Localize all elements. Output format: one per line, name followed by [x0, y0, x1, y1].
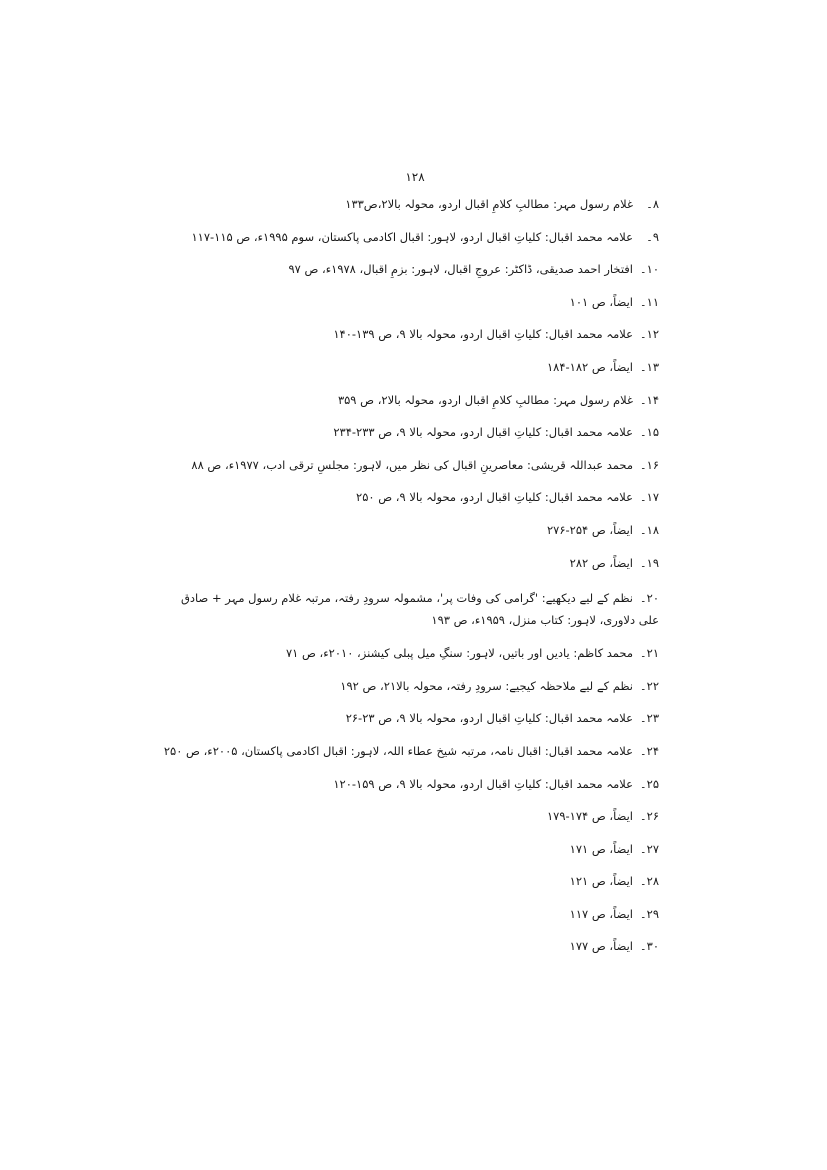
- endnote-item: [139, 678, 659, 694]
- endnote-item: [139, 906, 659, 922]
- endnote-item: [139, 326, 659, 342]
- endnote-text: علامہ محمد اقبال: کلیاتِ اقبال اردو، محولہ بالا ۹، ص ۲۳۳-۲۳۴: [333, 425, 633, 440]
- endnote-text: نظم کے لیے ملاحظہ کیجیے: سرودِ رفتہ، محولہ بالا۲۱، ص ۱۹۲: [340, 678, 633, 693]
- endnote-text: ایضاً، ص ۲۵۴-۲۷۶: [546, 522, 633, 537]
- endnote-number: ۸۔: [646, 197, 659, 211]
- endnote-text: علامہ محمد اقبال: کلیاتِ اقبال اردو، محولہ بالا ۹، ص ۲۳-۲۶: [345, 711, 633, 726]
- endnote-number: ۲۲۔: [639, 678, 659, 693]
- endnote-number: ۲۷۔: [639, 841, 659, 856]
- endnote-item: [139, 710, 659, 726]
- endnote-text: محمد کاظم: یادیں اور باتیں، لاہور: سنگِ میل پبلی کیشنز، ۲۰۱۰ء، ص ۷۱: [285, 646, 633, 661]
- endnotes-list: [139, 196, 659, 971]
- endnote-item: [139, 359, 659, 375]
- endnote-number: ۱۹۔: [639, 555, 659, 570]
- endnote-text: علامہ محمد اقبال: اقبال نامہ، مرتبہ شیخ عطاء اللہ، لاہور: اقبال اکادمی پاکستان، ۲۰۰۵ء، ص ۲۵۰: [163, 743, 633, 758]
- endnote-text: افتخار احمد صدیقی، ڈاکٹر: عروجِ اقبال، لاہور: بزمِ اقبال، ۱۹۷۸ء، ص ۹۷: [288, 262, 633, 277]
- endnote-number: ۱۷۔: [639, 490, 659, 505]
- endnote-item: [139, 841, 659, 857]
- endnote-item: [139, 294, 659, 310]
- endnote-item: [139, 808, 659, 824]
- endnote-text: ایضاً، ص ۱۸۲-۱۸۴: [546, 359, 633, 374]
- endnote-text: ایضاً، ص ۱۲۱: [569, 874, 633, 889]
- endnote-number: ۳۰۔: [639, 939, 659, 954]
- endnote-item: [139, 522, 659, 538]
- endnote-text: علامہ محمد اقبال: کلیاتِ اقبال اردو، محولہ بالا ۹، ص ۱۵۹-۱۲۰: [333, 776, 633, 791]
- endnote-text: علامہ محمد اقبال: کلیاتِ اقبال اردو، محولہ بالا ۹، ص ۱۳۹-۱۴۰: [333, 327, 633, 342]
- endnote-item: [139, 229, 659, 245]
- endnote-item: [139, 938, 659, 954]
- endnote-number: ۱۸۔: [639, 522, 659, 537]
- endnote-item: [139, 392, 659, 408]
- endnote-text: علامہ محمد اقبال: کلیاتِ اقبال اردو، محولہ بالا ۹، ص ۲۵۰: [356, 490, 633, 505]
- endnote-item: [139, 743, 659, 759]
- endnote-text: محمد عبداللہ قریشی: معاصرینِ اقبال کی نظر میں، لاہور: مجلسِ ترقی ادب، ۱۹۷۷ء، ص ۸۸: [191, 457, 633, 472]
- endnote-number: ۲۰۔: [639, 591, 659, 606]
- endnote-item: [139, 196, 659, 212]
- endnote-item: [139, 873, 659, 889]
- endnote-number: ۱۰۔: [639, 262, 659, 277]
- endnote-text: علامہ محمد اقبال: کلیاتِ اقبال اردو، لاہور: اقبال اکادمی پاکستان، سوم ۱۹۹۵ء، ص ۱۱۵-۱۱۷: [191, 229, 633, 244]
- endnote-text: ایضاً، ص ۱۷۱: [569, 841, 633, 856]
- endnote-item: [139, 261, 659, 277]
- endnote-text: ایضاً، ص ۱۰۱: [569, 294, 633, 309]
- endnote-number: ۲۸۔: [639, 874, 659, 889]
- endnote-item: [139, 489, 659, 505]
- endnote-number: ۲۴۔: [639, 743, 659, 758]
- endnote-text: غلام رسول مہر: مطالبِ کلامِ اقبال اردو، محولہ بالا۲، ص ۳۵۹: [337, 392, 633, 407]
- endnote-text: غلام رسول مہر: مطالبِ کلامِ اقبال اردو، محولہ بالا۲،ص۱۳۳: [345, 197, 633, 211]
- endnote-number: ۱۱۔: [639, 294, 659, 309]
- endnote-number: ۲۳۔: [639, 711, 659, 726]
- endnote-number: ۲۵۔: [639, 776, 659, 791]
- endnote-number: ۱۴۔: [639, 392, 659, 407]
- endnote-number: ۱۵۔: [639, 425, 659, 440]
- endnote-text: نظم کے لیے دیکھیے: 'گرامی کی وفات پر'، مشمولہ سرودِ رفتہ، مرتبہ غلام رسول مہر + صادق علی دلاوری، لاہور: کتاب منزل، ۱۹۵۹ء، ص ۱۹۳: [180, 591, 659, 628]
- endnote-text: ایضاً، ص ۱۷۴-۱۷۹: [546, 809, 633, 824]
- endnote-text: ایضاً، ص ۱۱۷: [569, 906, 633, 921]
- endnote-number: ۱۶۔: [639, 457, 659, 472]
- endnote-number: ۲۶۔: [639, 809, 659, 824]
- endnote-item: [139, 424, 659, 440]
- endnote-number: ۹۔: [646, 229, 659, 244]
- endnote-number: ۱۲۔: [639, 327, 659, 342]
- endnote-text: ایضاً، ص ۲۸۲: [569, 555, 633, 570]
- endnote-item: [139, 645, 659, 661]
- endnote-item: [159, 587, 659, 631]
- endnote-item: [139, 457, 659, 473]
- endnote-text: ایضاً، ص ۱۷۷: [569, 939, 633, 954]
- endnote-item: [139, 555, 659, 571]
- endnote-number: ۲۹۔: [639, 906, 659, 921]
- endnote-item: [139, 776, 659, 792]
- page-number: ۱۲۸: [405, 170, 425, 184]
- endnote-number: ۱۳۔: [639, 359, 659, 374]
- endnote-number: ۲۱۔: [639, 646, 659, 661]
